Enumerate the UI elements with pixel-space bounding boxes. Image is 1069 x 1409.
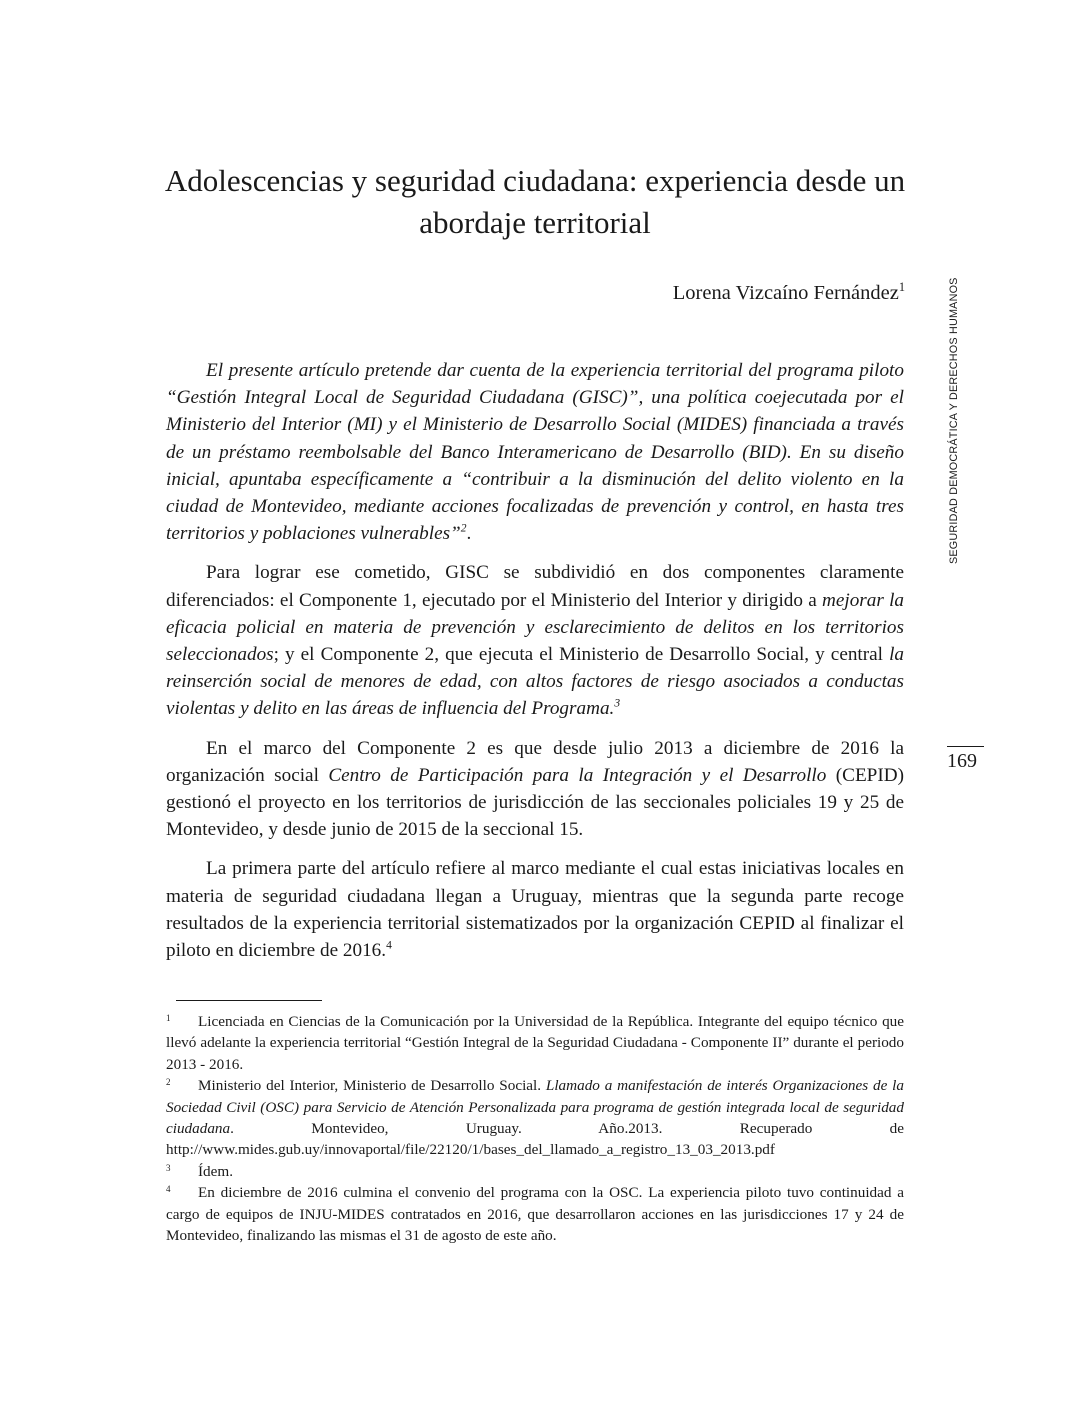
footnote-number: 2 [166,1077,171,1088]
page-number: 169 [947,750,977,772]
italic-run: la reinserción social de menores de edad, con altos factores de riesgo asociados a conductas violentas y delito en las áreas de influencia del Programa. [166,644,904,720]
footnote-ref[interactable]: 1 [898,280,905,295]
author-line [500,282,905,305]
footnote [166,1182,904,1246]
author-name: Lorena Vizcaíno Fernández [672,282,899,304]
italic-run: mejorar la eficacia policial en materia de prevención y esclarecimiento de delitos en los territorios seleccionados [166,589,905,666]
abstract-end: . [466,523,472,545]
article-body [166,357,904,976]
text-run: En el marco del Componente 2 es que desde julio 2013 a diciembre de 2016 la organización social [166,737,904,786]
footnote [166,1075,904,1161]
running-header: SEGURIDAD DEMOCRÁTICA Y DERECHOS HUMANOS [948,277,960,564]
body-paragraph [166,559,904,722]
footnote-text: Licenciada en Ciencias de la Comunicación por la Universidad de la República. Integrante del equipo técnico que llevó adelante la experiencia territorial “Gestión Integral de la Seguridad Ciudadana - Componente II” durante el periodo 2013 - 2016. [166,1013,904,1073]
footnote-ref[interactable]: 4 [386,939,392,952]
text-run: (CEPID) gestionó el proyecto en los territorios de jurisdicción de las seccionales policiales 19 y 25 de Montevideo, y desde junio de 2015 de la seccional 15. [166,764,904,841]
footnote-text: En diciembre de 2016 culmina el convenio del programa con la OSC. La experiencia piloto tuvo continuidad a cargo de equipos de INJU-MIDES contratados en 2016, que desarrollaron acciones en las jurisdicciones 17 y 24 de Montevideo, finalizando las mismas el 31 de agosto de este año. [166,1184,904,1245]
footnote [166,1161,904,1182]
italic-run: Centro de Participación para la Integración y el Desarrollo [328,764,827,786]
footnote-ref[interactable]: 3 [614,698,621,711]
footnote-ref[interactable]: 2 [460,522,467,535]
footnote-separator [176,1000,322,1001]
text-run: ; y el Componente 2, que ejecuta el Ministerio de Desarrollo Social, y central [273,644,890,666]
abstract-text: El presente artículo pretende dar cuenta de la experiencia territorial del programa piloto “Gestión Integral Local de Seguridad Ciudadana (GISC)”, una política coejecutada por el Ministerio del Interior (MI) y el Ministerio de Desarrollo Social (MIDES) financiada a través de un préstamo reembolsable del Banco Interamericano de Desarrollo (BID). En su diseño inicial, apuntaba específicamente a “contribuir a la disminución del delito violento en la ciudad de Montevideo, mediante acciones focalizadas de prevención y control, en hasta tres territorios y poblaciones vulnerables” [166,360,904,545]
footnote [166,1011,904,1075]
footnote-text: Ministerio del Interior, Ministerio de Desarrollo Social. [198,1077,546,1095]
footnote-text: Ídem. [198,1162,234,1180]
footnotes [166,1011,904,1246]
article-title: Adolescencias y seguridad ciudadana: experiencia desde un abordaje territorial [164,163,906,240]
text-run: Para lograr ese cometido, GISC se subdividió en dos componentes claramente diferenciados: el Componente 1, ejecutado por el Ministerio del Interior y dirigido a [166,562,904,611]
page-number-rule [947,746,984,747]
footnote-number: 1 [166,1013,171,1023]
abstract-paragraph [166,357,904,547]
footnote-italic: Llamado a manifestación de interés Organizaciones de la Sociedad Civil (OSC) para Servicio de Atención Personalizada para programa de gestión integrada local de seguridad ciudadana [166,1077,904,1138]
body-paragraph [166,855,904,964]
text-run: La primera parte del artículo refiere al marco mediante el cual estas iniciativas locales en materia de seguridad ciudadana llegan a Uruguay, mientras que la segunda parte recoge resultados de la experiencia territorial sistematizados por la organización CEPID al finalizar el piloto en diciembre de 2016. [166,858,904,962]
footnote-number: 3 [166,1162,171,1173]
footnote-text: . Montevideo, Uruguay. Año.2013. Recuperado de http://www.mides.gub.uy/innovaportal/file/22120/1/bases_del_llamado_a_registro_13_03_2013.pdf [166,1120,904,1159]
body-paragraph [166,735,904,844]
footnote-number: 4 [166,1184,171,1195]
